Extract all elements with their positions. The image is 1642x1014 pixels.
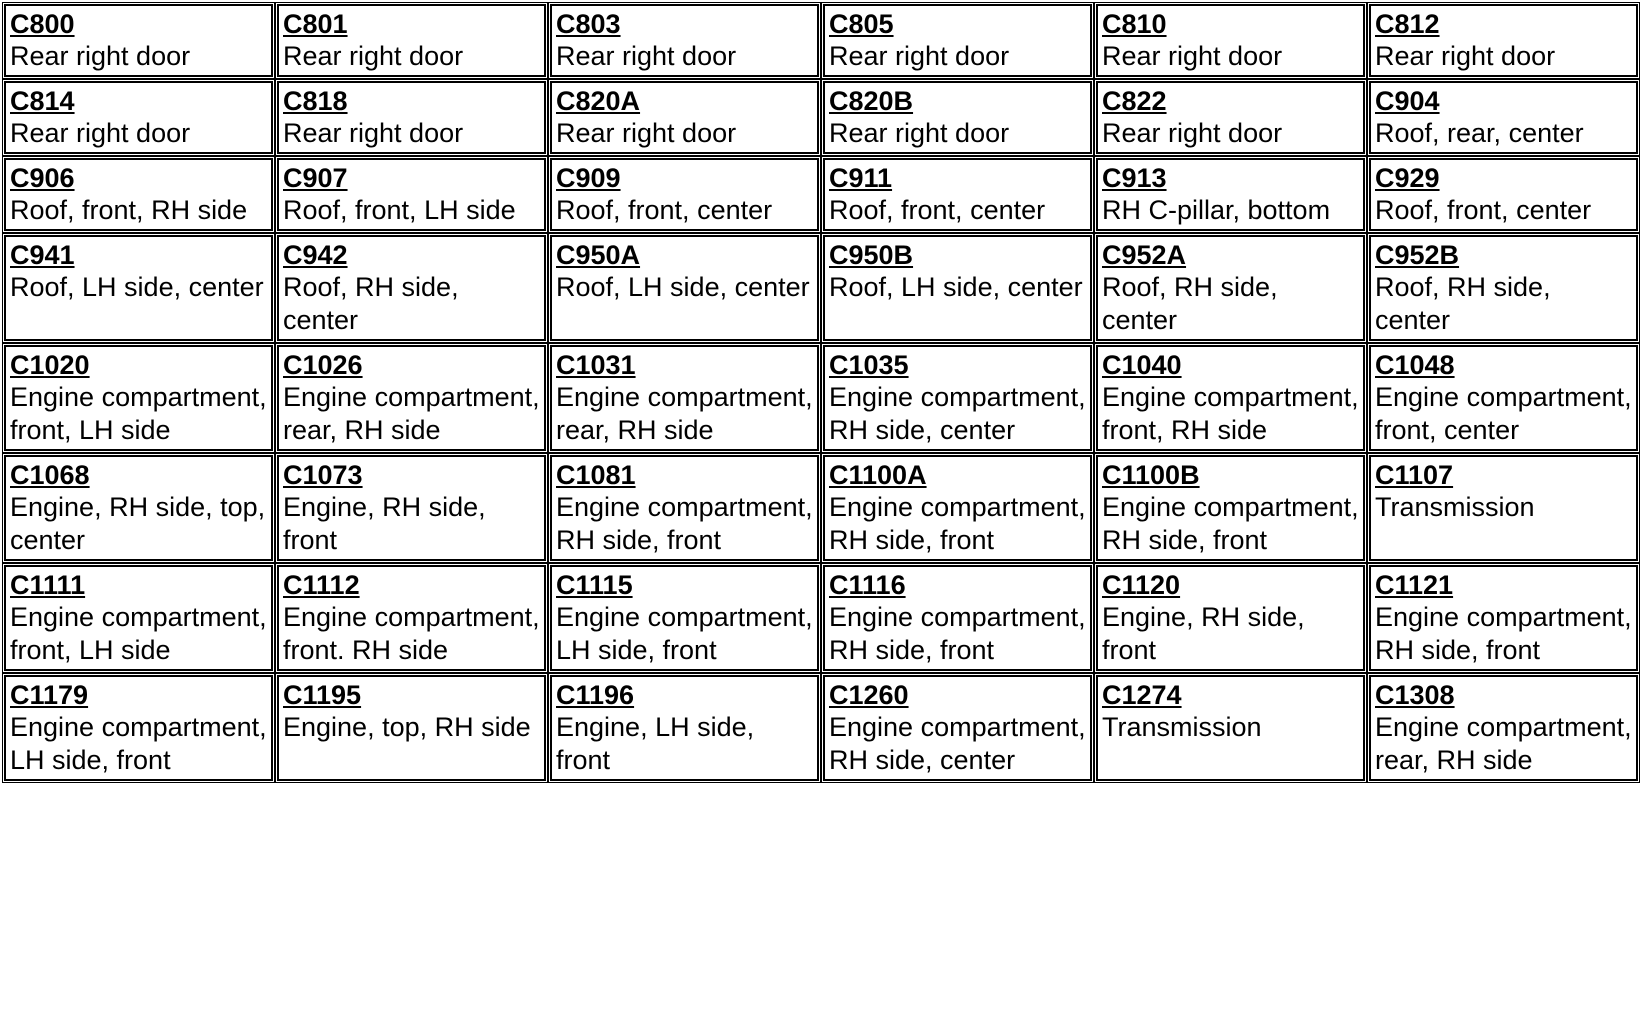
connector-location: Roof, front, center [1375, 195, 1592, 225]
connector-code: C906 [10, 163, 75, 193]
table-cell [1096, 158, 1365, 231]
connector-location: Engine, RH side, top, center [10, 492, 266, 555]
connector-location: Roof, LH side, center [10, 272, 264, 302]
table-cell [277, 158, 546, 231]
connector-code: C1031 [556, 350, 636, 380]
table-cell [277, 4, 546, 77]
connector-location: Engine, LH side, front [556, 712, 755, 775]
table-cell [4, 345, 273, 451]
connector-code: C1081 [556, 460, 636, 490]
table-cell [1096, 345, 1365, 451]
connector-location: Engine, top, RH side [283, 712, 531, 742]
connector-location: Rear right door [1102, 118, 1283, 148]
connector-location: Engine compartment, RH side, front [1375, 602, 1632, 665]
table-row [4, 81, 1638, 154]
table-cell [1369, 235, 1638, 341]
connector-location: Rear right door [283, 118, 464, 148]
table-row [4, 235, 1638, 341]
connector-location: Engine compartment, rear, RH side [1375, 712, 1632, 775]
connector-code: C1115 [556, 570, 633, 600]
table-cell [4, 675, 273, 781]
table-cell [4, 158, 273, 231]
connector-code: C1274 [1102, 680, 1182, 710]
table-cell [823, 158, 1092, 231]
connector-code: C803 [556, 9, 621, 39]
table-cell [823, 455, 1092, 561]
table-cell [1096, 235, 1365, 341]
connector-location: Roof, rear, center [1375, 118, 1584, 148]
connector-code: C904 [1375, 86, 1440, 116]
connector-code: C1196 [556, 680, 635, 710]
connector-code: C1100A [829, 460, 927, 490]
connector-code: C1073 [283, 460, 363, 490]
connector-code: C1111 [10, 570, 86, 600]
connector-code: C1308 [1375, 680, 1455, 710]
table-cell [1369, 4, 1638, 77]
connector-location: Rear right door [556, 41, 737, 71]
table-cell [550, 81, 819, 154]
connector-location: Roof, front, RH side [10, 195, 248, 225]
connector-code: C820B [829, 86, 914, 116]
connector-code: C950A [556, 240, 641, 270]
table-cell [277, 81, 546, 154]
connector-code: C1048 [1375, 350, 1455, 380]
connector-location: Transmission [1375, 492, 1535, 522]
connector-location: Roof, RH side, center [283, 272, 459, 335]
connector-code: C952B [1375, 240, 1460, 270]
table-cell [1096, 4, 1365, 77]
connector-code: C805 [829, 9, 894, 39]
connector-location: Rear right door [10, 41, 191, 71]
table-row [4, 675, 1638, 781]
connector-code: C913 [1102, 163, 1167, 193]
connector-location: Roof, front, LH side [283, 195, 516, 225]
connector-code: C801 [283, 9, 348, 39]
table-cell [823, 675, 1092, 781]
table-cell [277, 565, 546, 671]
connector-location: Rear right door [1375, 41, 1556, 71]
connector-code: C812 [1375, 9, 1440, 39]
connector-code: C810 [1102, 9, 1167, 39]
table-row [4, 565, 1638, 671]
table-cell [4, 4, 273, 77]
connector-location: RH C-pillar, bottom [1102, 195, 1331, 225]
table-cell [1096, 675, 1365, 781]
connector-location: Roof, front, center [556, 195, 773, 225]
table-cell [823, 565, 1092, 671]
connector-code: C952A [1102, 240, 1187, 270]
table-cell [1369, 675, 1638, 781]
connector-code: C814 [10, 86, 75, 116]
table-cell [277, 455, 546, 561]
connector-location: Engine, RH side, front [1102, 602, 1305, 665]
connector-location: Rear right door [1102, 41, 1283, 71]
table-cell [550, 345, 819, 451]
table-cell [550, 158, 819, 231]
connector-location: Engine, RH side, front [283, 492, 486, 555]
connector-location: Engine compartment, rear, RH side [556, 382, 813, 445]
connector-location: Engine compartment, RH side, center [829, 712, 1086, 775]
connector-code: C1068 [10, 460, 90, 490]
connector-location: Engine compartment, RH side, front [556, 492, 813, 555]
connector-code: C909 [556, 163, 621, 193]
connector-location: Engine compartment, RH side, front [1102, 492, 1359, 555]
connector-code: C1107 [1375, 460, 1454, 490]
table-row [4, 345, 1638, 451]
table-cell [277, 235, 546, 341]
table-cell [4, 455, 273, 561]
table-cell [550, 675, 819, 781]
connector-code: C907 [283, 163, 348, 193]
connector-location: Roof, LH side, center [829, 272, 1083, 302]
connector-code: C911 [829, 163, 893, 193]
table-cell [550, 235, 819, 341]
connector-code: C1121 [1375, 570, 1454, 600]
table-cell [1369, 158, 1638, 231]
table-cell [1369, 345, 1638, 451]
connector-location: Engine compartment, RH side, center [829, 382, 1086, 445]
connector-location: Engine compartment, RH side, front [829, 492, 1086, 555]
connector-location: Rear right door [829, 118, 1010, 148]
connector-location: Rear right door [556, 118, 737, 148]
connector-location: Transmission [1102, 712, 1262, 742]
connector-code: C1179 [10, 680, 89, 710]
table-cell [4, 235, 273, 341]
table-cell [1096, 565, 1365, 671]
table-cell [1369, 455, 1638, 561]
connector-location: Rear right door [10, 118, 191, 148]
connector-code: C1040 [1102, 350, 1182, 380]
connector-code: C1195 [283, 680, 362, 710]
table-cell [1369, 565, 1638, 671]
connector-location: Roof, LH side, center [556, 272, 810, 302]
table-cell [550, 4, 819, 77]
connector-code: C1100B [1102, 460, 1200, 490]
table-cell [823, 81, 1092, 154]
table-cell [823, 345, 1092, 451]
connector-location: Engine compartment, LH side, front [556, 602, 813, 665]
table-cell [1096, 455, 1365, 561]
connector-code: C1116 [829, 570, 906, 600]
table-cell [823, 4, 1092, 77]
connector-code: C1035 [829, 350, 909, 380]
connector-location: Engine compartment, front, LH side [10, 382, 267, 445]
table-cell [1096, 81, 1365, 154]
connector-code: C950B [829, 240, 914, 270]
connector-location: Engine compartment, LH side, front [10, 712, 267, 775]
table-cell [277, 345, 546, 451]
connector-location: Engine compartment, front. RH side [283, 602, 540, 665]
connector-code: C1260 [829, 680, 909, 710]
connector-code: C820A [556, 86, 641, 116]
table-cell [277, 675, 546, 781]
connector-location: Engine compartment, rear, RH side [283, 382, 540, 445]
connector-location: Roof, RH side, center [1375, 272, 1551, 335]
connector-code: C822 [1102, 86, 1167, 116]
connector-code: C1026 [283, 350, 363, 380]
table-cell [823, 235, 1092, 341]
table-cell [4, 81, 273, 154]
connector-location: Roof, front, center [829, 195, 1046, 225]
connector-location: Rear right door [829, 41, 1010, 71]
connector-location: Roof, RH side, center [1102, 272, 1278, 335]
connector-code: C1112 [283, 570, 360, 600]
connector-location: Engine compartment, RH side, front [829, 602, 1086, 665]
table-row [4, 455, 1638, 561]
table-row [4, 4, 1638, 77]
connector-location: Engine compartment, front, center [1375, 382, 1632, 445]
connector-code: C929 [1375, 163, 1440, 193]
table-cell [1369, 81, 1638, 154]
table-cell [4, 565, 273, 671]
connector-code: C1020 [10, 350, 90, 380]
connector-code: C941 [10, 240, 75, 270]
connector-code: C818 [283, 86, 348, 116]
connector-code: C1120 [1102, 570, 1181, 600]
connector-code: C942 [283, 240, 348, 270]
table-row [4, 158, 1638, 231]
connector-location: Rear right door [283, 41, 464, 71]
connector-location: Engine compartment, front, LH side [10, 602, 267, 665]
table-cell [550, 455, 819, 561]
connector-location: Engine compartment, front, RH side [1102, 382, 1359, 445]
table-cell [550, 565, 819, 671]
connector-code: C800 [10, 9, 75, 39]
